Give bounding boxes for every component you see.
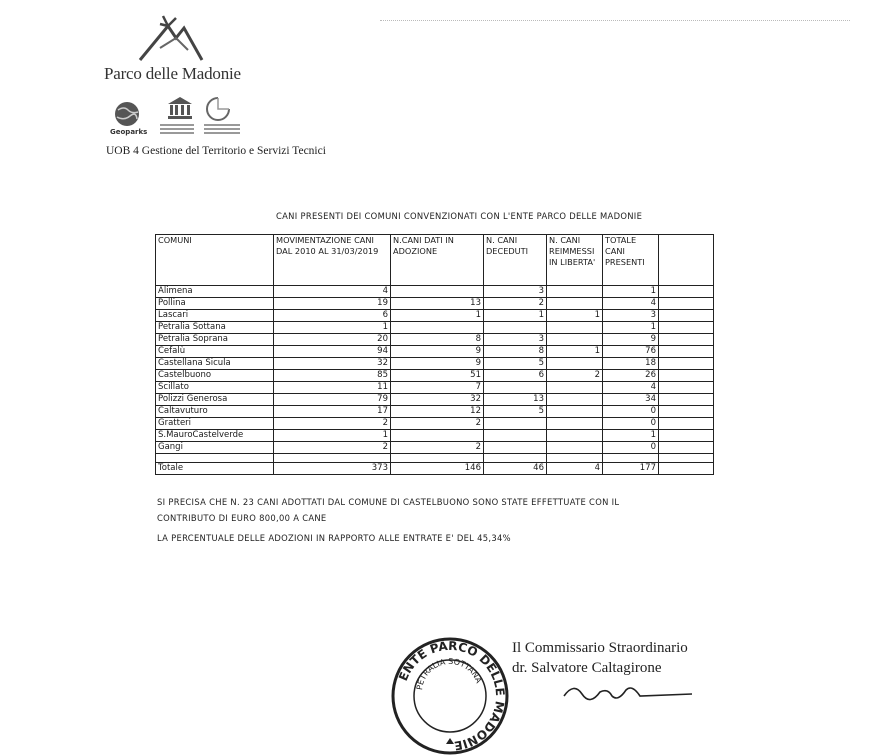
value-cell: 8 bbox=[391, 334, 484, 346]
value-cell bbox=[547, 322, 603, 334]
value-cell: 177 bbox=[603, 463, 659, 475]
comune-cell: Polizzi Generosa bbox=[156, 394, 274, 406]
geoparks-globe-icon bbox=[112, 100, 142, 128]
value-cell bbox=[391, 322, 484, 334]
value-cell: 5 bbox=[484, 406, 547, 418]
value-cell: 1 bbox=[603, 430, 659, 442]
table-row bbox=[156, 394, 714, 406]
value-cell: 34 bbox=[603, 394, 659, 406]
value-cell bbox=[659, 418, 714, 430]
empty-cell bbox=[484, 454, 547, 463]
value-cell bbox=[659, 463, 714, 475]
value-cell bbox=[484, 430, 547, 442]
value-cell bbox=[484, 442, 547, 454]
value-cell: 32 bbox=[391, 394, 484, 406]
note-line-1: SI PRECISA CHE N. 23 CANI ADOTTATI DAL COMUNE DI CASTELBUONO SONO STATE EFFETTUATE CON IL bbox=[157, 497, 620, 507]
value-cell: 9 bbox=[391, 346, 484, 358]
value-cell: 1 bbox=[547, 346, 603, 358]
value-cell bbox=[547, 418, 603, 430]
stamp-inner-text: PETRALIA SOTTANA bbox=[415, 656, 484, 691]
value-cell: 20 bbox=[274, 334, 391, 346]
value-cell: 7 bbox=[391, 382, 484, 394]
value-cell: 32 bbox=[274, 358, 391, 370]
comune-cell: Castelbuono bbox=[156, 370, 274, 382]
value-cell bbox=[659, 334, 714, 346]
column-header: TOTALE CANI PRESENTI bbox=[603, 235, 659, 286]
empty-cell bbox=[156, 454, 274, 463]
value-cell: 9 bbox=[391, 358, 484, 370]
value-cell: 2 bbox=[547, 370, 603, 382]
total-row bbox=[156, 463, 714, 475]
table-row bbox=[156, 382, 714, 394]
value-cell: 26 bbox=[603, 370, 659, 382]
table-row bbox=[156, 322, 714, 334]
value-cell: 1 bbox=[274, 322, 391, 334]
value-cell bbox=[659, 442, 714, 454]
table-row bbox=[156, 346, 714, 358]
empty-cell bbox=[659, 454, 714, 463]
value-cell: 76 bbox=[603, 346, 659, 358]
value-cell: 46 bbox=[484, 463, 547, 475]
value-cell: 3 bbox=[603, 310, 659, 322]
value-cell bbox=[484, 418, 547, 430]
comune-cell: Scillato bbox=[156, 382, 274, 394]
comune-cell: Alimena bbox=[156, 286, 274, 298]
column-header bbox=[659, 235, 714, 286]
geopark-circle-icon bbox=[204, 96, 232, 122]
value-cell bbox=[547, 442, 603, 454]
value-cell: 13 bbox=[391, 298, 484, 310]
value-cell: 8 bbox=[484, 346, 547, 358]
value-cell: 1 bbox=[484, 310, 547, 322]
geopark-caption-lines bbox=[204, 124, 240, 136]
value-cell: 51 bbox=[391, 370, 484, 382]
value-cell: 2 bbox=[391, 442, 484, 454]
value-cell bbox=[659, 298, 714, 310]
official-stamp bbox=[388, 636, 512, 756]
value-cell: 13 bbox=[484, 394, 547, 406]
value-cell bbox=[547, 286, 603, 298]
value-cell: 2 bbox=[391, 418, 484, 430]
value-cell: 9 bbox=[603, 334, 659, 346]
table-title: CANI PRESENTI DEI COMUNI CONVENZIONATI CON L'ENTE PARCO DELLE MADONIE bbox=[276, 211, 643, 221]
value-cell bbox=[659, 322, 714, 334]
table-row bbox=[156, 370, 714, 382]
table-row bbox=[156, 358, 714, 370]
value-cell bbox=[547, 298, 603, 310]
logo-title: Parco delle Madonie bbox=[104, 64, 241, 83]
value-cell bbox=[659, 286, 714, 298]
value-cell: 85 bbox=[274, 370, 391, 382]
handwritten-signature bbox=[560, 678, 700, 706]
empty-cell bbox=[603, 454, 659, 463]
value-cell: 373 bbox=[274, 463, 391, 475]
value-cell bbox=[391, 286, 484, 298]
value-cell bbox=[659, 310, 714, 322]
value-cell bbox=[659, 370, 714, 382]
value-cell: 1 bbox=[603, 322, 659, 334]
note-line-2: CONTRIBUTO DI EURO 800,00 A CANE bbox=[157, 513, 327, 523]
table-row bbox=[156, 286, 714, 298]
value-cell: 4 bbox=[274, 286, 391, 298]
value-cell: 94 bbox=[274, 346, 391, 358]
blank-row bbox=[156, 454, 714, 463]
table-header-row bbox=[156, 235, 714, 286]
value-cell: 79 bbox=[274, 394, 391, 406]
signatory-role: Il Commissario Straordinario bbox=[512, 640, 688, 656]
value-cell: 12 bbox=[391, 406, 484, 418]
value-cell bbox=[659, 406, 714, 418]
column-header: MOVIMENTAZIONE CANI DAL 2010 AL 31/03/2019 bbox=[274, 235, 391, 286]
table-row bbox=[156, 406, 714, 418]
value-cell: 0 bbox=[603, 442, 659, 454]
value-cell: 0 bbox=[603, 406, 659, 418]
comune-cell: Gratteri bbox=[156, 418, 274, 430]
value-cell bbox=[547, 358, 603, 370]
value-cell: 1 bbox=[603, 286, 659, 298]
dogs-table bbox=[155, 234, 714, 475]
comune-cell: Pollina bbox=[156, 298, 274, 310]
signatory-name: dr. Salvatore Caltagirone bbox=[512, 660, 662, 676]
value-cell bbox=[659, 382, 714, 394]
value-cell: 2 bbox=[274, 418, 391, 430]
value-cell: 1 bbox=[547, 310, 603, 322]
value-cell: 17 bbox=[274, 406, 391, 418]
empty-cell bbox=[547, 454, 603, 463]
stamp-ring-text: ENTE PARCO DELLE MADONIE bbox=[395, 638, 508, 753]
value-cell: 5 bbox=[484, 358, 547, 370]
value-cell: 11 bbox=[274, 382, 391, 394]
value-cell bbox=[547, 406, 603, 418]
comune-cell: Totale bbox=[156, 463, 274, 475]
column-header: COMUNI bbox=[156, 235, 274, 286]
value-cell bbox=[547, 334, 603, 346]
comune-cell: Lascari bbox=[156, 310, 274, 322]
comune-cell: Petralia Soprana bbox=[156, 334, 274, 346]
unesco-caption-lines bbox=[160, 124, 194, 136]
table-row bbox=[156, 310, 714, 322]
value-cell: 2 bbox=[484, 298, 547, 310]
value-cell: 6 bbox=[484, 370, 547, 382]
table-row bbox=[156, 334, 714, 346]
value-cell: 19 bbox=[274, 298, 391, 310]
park-logo-icon bbox=[130, 14, 210, 64]
comune-cell: Gangi bbox=[156, 442, 274, 454]
value-cell: 4 bbox=[603, 298, 659, 310]
value-cell: 6 bbox=[274, 310, 391, 322]
column-header: N. CANI REIMMESSI IN LIBERTA' bbox=[547, 235, 603, 286]
note-line-3: LA PERCENTUALE DELLE ADOZIONI IN RAPPORTO ALLE ENTRATE E' DEL 45,34% bbox=[157, 533, 511, 543]
table-row bbox=[156, 442, 714, 454]
value-cell: 2 bbox=[274, 442, 391, 454]
empty-cell bbox=[274, 454, 391, 463]
comune-cell: Caltavuturo bbox=[156, 406, 274, 418]
value-cell bbox=[659, 346, 714, 358]
comune-cell: Castellana Sicula bbox=[156, 358, 274, 370]
comune-cell: S.MauroCastelverde bbox=[156, 430, 274, 442]
value-cell: 4 bbox=[603, 382, 659, 394]
geoparks-label: Geoparks bbox=[110, 128, 148, 136]
value-cell bbox=[391, 430, 484, 442]
table-row bbox=[156, 430, 714, 442]
svg-text:PETRALIA SOTTANA bbox=[415, 657, 484, 691]
value-cell bbox=[484, 322, 547, 334]
value-cell: 1 bbox=[391, 310, 484, 322]
table-row bbox=[156, 298, 714, 310]
comune-cell: Petralia Sottana bbox=[156, 322, 274, 334]
value-cell: 3 bbox=[484, 334, 547, 346]
value-cell bbox=[547, 430, 603, 442]
value-cell bbox=[659, 394, 714, 406]
empty-cell bbox=[391, 454, 484, 463]
value-cell: 4 bbox=[547, 463, 603, 475]
value-cell: 146 bbox=[391, 463, 484, 475]
value-cell bbox=[547, 394, 603, 406]
value-cell: 0 bbox=[603, 418, 659, 430]
value-cell bbox=[659, 358, 714, 370]
scan-edge-line bbox=[380, 20, 850, 21]
unesco-temple-icon bbox=[166, 96, 194, 120]
value-cell bbox=[547, 382, 603, 394]
office-line: UOB 4 Gestione del Territorio e Servizi Tecnici bbox=[106, 145, 326, 157]
column-header: N. CANI DECEDUTI bbox=[484, 235, 547, 286]
value-cell: 18 bbox=[603, 358, 659, 370]
value-cell: 1 bbox=[274, 430, 391, 442]
value-cell bbox=[659, 430, 714, 442]
value-cell: 3 bbox=[484, 286, 547, 298]
table-row bbox=[156, 418, 714, 430]
comune-cell: Cefalù bbox=[156, 346, 274, 358]
value-cell bbox=[484, 382, 547, 394]
column-header: N.CANI DATI IN ADOZIONE bbox=[391, 235, 484, 286]
